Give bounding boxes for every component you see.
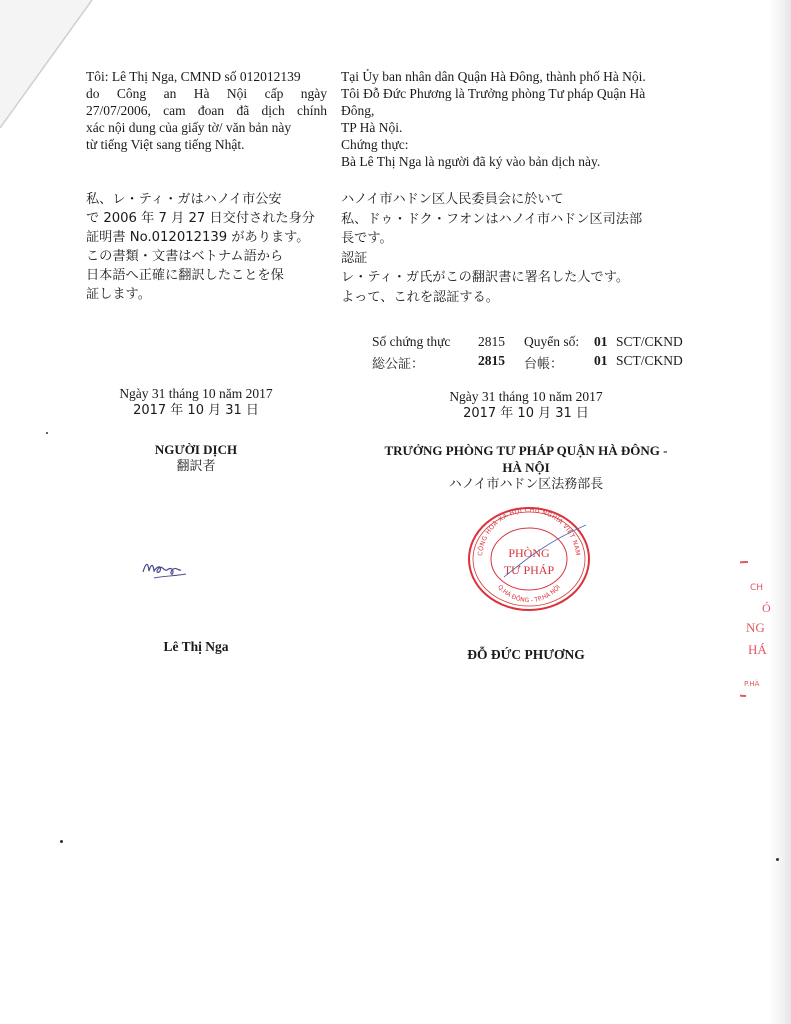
certification-ja bbox=[341, 190, 711, 307]
certification-vi bbox=[341, 68, 711, 170]
text-line: Tôi Đỗ Đức Phương là Trưởng phòng Tư pháp Quận Hà bbox=[341, 86, 646, 101]
text-line: 長です。 bbox=[341, 231, 393, 246]
date-ja: 2017 年 10 月 31 日 bbox=[133, 403, 259, 418]
scan-speck bbox=[60, 840, 63, 843]
officer-title-line2: HÀ NỘI bbox=[502, 460, 550, 475]
edge-seal-fragment bbox=[740, 560, 780, 700]
officer-signature-block bbox=[341, 388, 711, 493]
book-number-suffix: SCT/CKND bbox=[616, 334, 683, 349]
text-line: do Công an Hà Nội cấp ngày bbox=[86, 86, 327, 101]
scan-speck bbox=[776, 858, 779, 861]
text-line: 認証 bbox=[341, 250, 368, 266]
svg-text:Q.HÀ ĐÔNG - TP.HÀ NỘI bbox=[496, 584, 562, 605]
book-number-value-ja: 01 bbox=[594, 353, 608, 368]
scan-speck bbox=[46, 432, 48, 434]
translator-title-ja: 翻訳者 bbox=[176, 459, 216, 474]
text-line: từ tiếng Việt sang tiếng Nhật. bbox=[86, 137, 245, 152]
page-right-edge bbox=[769, 0, 791, 1024]
text-line: Bà Lê Thị Nga là người đã ký vào bản dịch này. bbox=[341, 154, 601, 169]
edge-fragment-text: CH bbox=[750, 583, 764, 593]
text-line: 日本語へ正確に翻訳したことを保 bbox=[86, 268, 284, 283]
cert-number-label: Số chứng thực bbox=[372, 334, 451, 349]
text-line: この書類・文書はベトナム語から bbox=[86, 249, 284, 264]
book-number-value: 01 bbox=[594, 334, 608, 349]
seal-center-line1: PHÒNG bbox=[508, 546, 550, 560]
edge-fragment-text: NG bbox=[746, 620, 765, 635]
cert-number-value: 2815 bbox=[478, 334, 505, 349]
text-line: 27/07/2006, cam đoan đã dịch chính bbox=[86, 103, 327, 118]
text-line: ハノイ市ハドン区人民委員会に於いて bbox=[341, 192, 564, 207]
cert-number-label-ja: 総公証： bbox=[372, 357, 425, 372]
date-vi: Ngày 31 tháng 10 năm 2017 bbox=[449, 389, 603, 404]
book-number-label-ja: 台帳： bbox=[524, 357, 564, 372]
text-line: 証します。 bbox=[86, 287, 151, 302]
date-ja: 2017 年 10 月 31 日 bbox=[463, 406, 589, 421]
text-line: Tôi: Lê Thị Nga, CMND số 012012139 bbox=[86, 69, 301, 84]
translator-name: Lê Thị Nga bbox=[163, 639, 229, 654]
text-line: Chứng thực: bbox=[341, 137, 409, 152]
text-line: よって、これを認証する。 bbox=[341, 289, 499, 305]
book-number-label: Quyển số: bbox=[524, 334, 580, 349]
book-number-suffix-ja: SCT/CKND bbox=[616, 353, 683, 368]
seal-bottom-text: Q.HÀ ĐÔNG - TP.HÀ NỘI bbox=[496, 583, 562, 605]
translator-title: NGƯỜI DỊCH bbox=[154, 442, 238, 457]
folded-corner bbox=[0, 0, 95, 130]
text-line: 私、ドゥ・ドク・フオンはハノイ市ハドン区司法部 bbox=[341, 211, 643, 227]
date-vi: Ngày 31 tháng 10 năm 2017 bbox=[119, 386, 273, 401]
officer-name: ĐỖ ĐỨC PHƯƠNG bbox=[467, 647, 585, 662]
text-line: xác nội dung của giấy tờ/ văn bản này bbox=[86, 120, 292, 135]
text-line: 証明書 No.012012139 があります。 bbox=[86, 230, 310, 245]
seal-ring-text: CỘNG HOÀ XÃ HỘI CHỦ NGHĨA VIỆT NAM bbox=[477, 506, 581, 557]
translator-declaration-vi bbox=[86, 68, 327, 153]
officer-title: TRƯỞNG PHÒNG TƯ PHÁP QUẬN HÀ ĐÔNG - bbox=[384, 443, 668, 458]
text-line: TP Hà Nội. bbox=[341, 120, 403, 135]
edge-fragment-text: HÁ bbox=[748, 642, 767, 657]
text-line: Tại Ủy ban nhân dân Quận Hà Đông, thành phố Hà Nội. bbox=[341, 69, 646, 84]
text-line: Đông, bbox=[341, 103, 375, 118]
officer-title-ja: ハノイ市ハドン区法務部長 bbox=[448, 477, 604, 492]
edge-fragment-text: P.HÀ bbox=[744, 680, 760, 688]
officer-name-block bbox=[341, 646, 711, 663]
translator-signature-block bbox=[86, 385, 306, 475]
text-line: で 2006 年 7 月 27 日交付された身分 bbox=[86, 211, 315, 226]
edge-fragment-text: Ó bbox=[762, 601, 771, 615]
cert-number-value-ja: 2815 bbox=[478, 353, 505, 368]
translator-name-block bbox=[86, 638, 306, 655]
translator-declaration-ja bbox=[86, 190, 327, 304]
translator-signature bbox=[140, 552, 195, 582]
seal-center-line2: TƯ PHÁP bbox=[503, 563, 555, 577]
official-seal bbox=[464, 505, 594, 613]
text-line: 私、レ・ティ・ガはハノイ市公安 bbox=[86, 192, 282, 207]
text-line: レ・ティ・ガ氏がこの翻訳書に署名した人です。 bbox=[341, 270, 630, 285]
